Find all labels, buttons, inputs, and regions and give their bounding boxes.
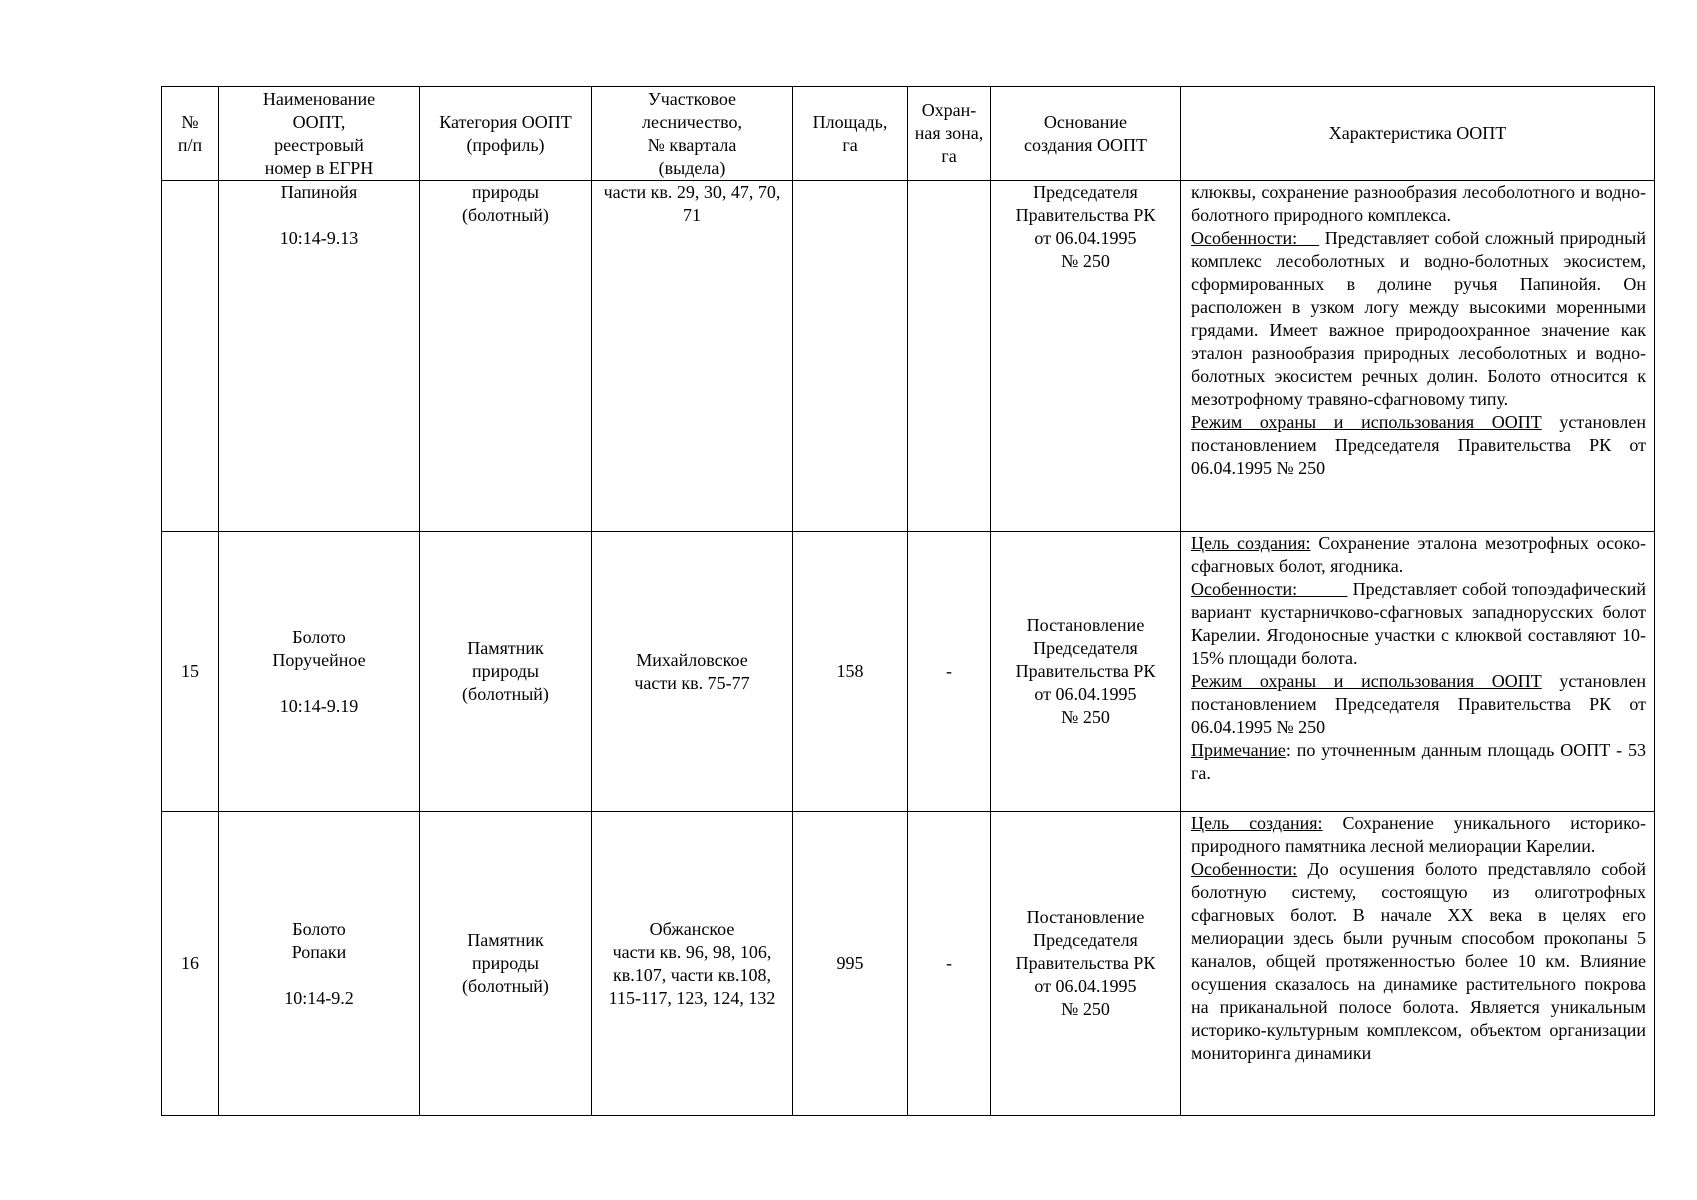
- desc-regime: [1191, 411, 1646, 480]
- cell-characteristic: [1181, 181, 1655, 532]
- cell-area: 158: [793, 532, 908, 812]
- desc-goal-text: клюквы, сохранение разнообразия лесоболотного и водно-болотного природного комплекса.: [1191, 182, 1646, 225]
- header-buffer-zone: Охран- ная зона, га: [908, 87, 991, 181]
- desc-features-text: Представляет собой топоэдафический вариант кустарничково-сфагновых западнорусских болот Карелии. Ягодоносные участки с клюквой составляют 10-15% площади болота.: [1191, 579, 1646, 668]
- desc-features: [1191, 578, 1646, 670]
- cell-category: Памятник природы (болотный): [420, 532, 592, 812]
- cell-num: [162, 181, 219, 532]
- cell-name: Папинойя 10:14-9.13: [219, 181, 420, 532]
- desc-features-label: Особенности:: [1191, 579, 1298, 599]
- table-header-row: [162, 87, 1655, 181]
- header-num: № п/п: [162, 87, 219, 181]
- cell-category: природы (болотный): [420, 181, 592, 532]
- cell-basis: Председателя Правительства РК от 06.04.1995 № 250: [991, 181, 1181, 532]
- cell-buffer-zone: -: [908, 812, 991, 1116]
- cell-name: Болото Поручейное 10:14-9.19: [219, 532, 420, 812]
- desc-clip: [1191, 812, 1646, 1065]
- cell-characteristic: [1181, 532, 1655, 812]
- cell-num: 16: [162, 812, 219, 1116]
- desc-note-text: : по уточненным данным площадь ООПТ - 53 га.: [1191, 740, 1646, 783]
- header-characteristic: Характеристика ООПТ: [1181, 87, 1655, 181]
- desc-goal: [1191, 181, 1646, 227]
- table-row: [162, 812, 1655, 1116]
- desc-features-text: Представляет собой сложный природный комплекс лесоболотных и водно-болотных экосистем, сформированных в долине ручья Папинойя. Он расположен в узком логу между высокими моренными грядами. Имеет важное природоохранное значение как эталон разнообразия природных лесоболотных и водно-болотных экосистем речных долин. Болото относится к мезотрофному травяно-сфагновому типу.: [1191, 228, 1647, 409]
- desc-regime-label: Режим охраны и использования ООПТ: [1191, 412, 1542, 432]
- desc-features-text: До осушения болото представляло собой болотную систему, состоящую из олиготрофных сфагновых болот. В начале XX века в целях его мелиорации здесь были ручным способом прокопаны 5 каналов, общей протяженностью более 10 км. Влияние осушения сказалось на динамике растительного покрова на приканальной полосе болота. Является уникальным историко-культурным комплексом, объектом организации мониторинга динамики: [1191, 859, 1646, 1063]
- desc-note-label: Примечание: [1191, 740, 1286, 760]
- desc-regime-text: установлен постановлением Председателя Правительства РК от 06.04.1995 № 250: [1191, 671, 1646, 737]
- cell-basis: Постановление Председателя Правительства РК от 06.04.1995 № 250: [991, 532, 1181, 812]
- desc-regime: [1191, 670, 1646, 739]
- cell-buffer-zone: -: [908, 532, 991, 812]
- cell-name: Болото Ропаки 10:14-9.2: [219, 812, 420, 1116]
- desc-regime-label: Режим охраны и использования ООПТ: [1191, 671, 1542, 691]
- cell-forestry: Михайловское части кв. 75-77: [592, 532, 793, 812]
- desc-goal-label: Цель создания:: [1191, 813, 1323, 833]
- desc-goal-text: Сохранение уникального историко-природного памятника лесной мелиорации Карелии.: [1191, 813, 1646, 856]
- header-category: Категория ООПТ (профиль): [420, 87, 592, 181]
- header-forestry: Участковое лесничество, № квартала (выдела): [592, 87, 793, 181]
- desc-goal: [1191, 812, 1646, 858]
- oopt-table: [161, 86, 1655, 1116]
- cell-basis: Постановление Председателя Правительства РК от 06.04.1995 № 250: [991, 812, 1181, 1116]
- cell-forestry: Обжанское части кв. 96, 98, 106, кв.107, части кв.108, 115-117, 123, 124, 132: [592, 812, 793, 1116]
- desc-features: [1191, 858, 1646, 1065]
- desc-goal-text: Сохранение эталона мезотрофных осоко-сфагновых болот, ягодника.: [1191, 533, 1646, 576]
- header-name: Наименование ООПТ, реестровый номер в ЕГРН: [219, 87, 420, 181]
- cell-num: 15: [162, 532, 219, 812]
- cell-category: Памятник природы (болотный): [420, 812, 592, 1116]
- cell-buffer-zone: [908, 181, 991, 532]
- desc-features-label: Особенности:: [1191, 859, 1298, 879]
- desc-note: [1191, 739, 1646, 785]
- desc-regime-text: установлен постановлением Председателя Правительства РК от 06.04.1995 № 250: [1191, 412, 1646, 478]
- header-basis: Основание создания ООПТ: [991, 87, 1181, 181]
- cell-forestry: части кв. 29, 30, 47, 70, 71: [592, 181, 793, 532]
- desc-features-label: Особенности:: [1191, 228, 1298, 248]
- table-row: [162, 532, 1655, 812]
- table-row: [162, 181, 1655, 532]
- cell-area: [793, 181, 908, 532]
- desc-goal-label: Цель создания:: [1191, 533, 1311, 553]
- desc-features: [1191, 227, 1646, 411]
- header-area: Площадь, га: [793, 87, 908, 181]
- cell-area: 995: [793, 812, 908, 1116]
- cell-characteristic: [1181, 812, 1655, 1116]
- desc-goal: [1191, 532, 1646, 578]
